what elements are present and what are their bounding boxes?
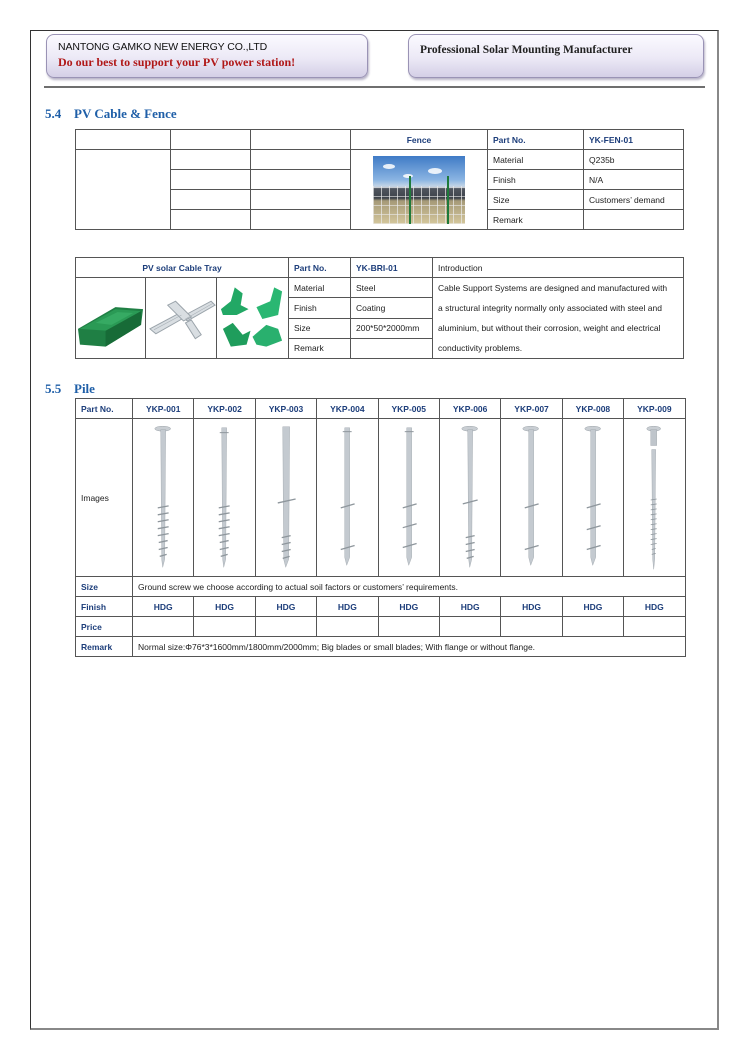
pile-part-no: YKP-009 [624,399,685,419]
pile-part-no: YKP-007 [501,399,562,419]
pile-finish: HDG [133,597,194,617]
tray-remark-value [351,338,433,358]
pile-part-no: YKP-005 [378,399,439,419]
pile-finish: HDG [501,597,562,617]
section-number: 5.4 [45,106,62,121]
header-tagline-box [408,34,704,78]
tray-intro-label: Introduction [433,258,684,278]
pile-finish-label: Finish [76,597,133,617]
empty-cell [76,150,171,230]
pile-price [255,617,316,637]
cable-tray-table [75,257,684,359]
section-heading-5-4 [45,106,177,122]
ground-screw-flange-three-blade-icon [563,420,623,574]
fence-remark-label: Remark [488,210,584,230]
pile-image-cell [562,419,623,577]
pile-remark-text: Normal size:Φ76*3*1600mm/1800mm/2000mm; Big blades or small blades; With flange or without flange. [133,637,686,657]
tray-image-cell-3 [217,278,289,359]
fence-part-value: YK-FEN-01 [584,130,684,150]
pile-price [439,617,500,637]
pile-finish: HDG [255,597,316,617]
empty-cell [171,170,251,190]
pile-finish: HDG [194,597,255,617]
pile-image-cell [317,419,378,577]
empty-cell [171,150,251,170]
pile-part-no: YKP-006 [439,399,500,419]
pile-images-label: Images [76,419,133,577]
cable-tray-channel-icon [76,279,145,355]
ground-screw-flange-two-blade-icon [501,420,561,574]
fence-table [75,129,684,230]
tray-size-value: 200*50*2000mm [351,318,433,338]
pile-part-label: Part No. [76,399,133,419]
ground-screw-flange-mixed-blade-icon [440,420,500,574]
fence-material-value: Q235b [584,150,684,170]
intro-line: conductivity problems. [438,343,523,353]
pile-part-no: YKP-001 [133,399,194,419]
pile-price [501,617,562,637]
section-title: Pile [74,381,95,396]
pile-image-cell [255,419,316,577]
header-company-box [46,34,368,78]
empty-cell [171,190,251,210]
tray-part-value: YK-BRI-01 [351,258,433,278]
pile-price [317,617,378,637]
pile-part-no: YKP-003 [255,399,316,419]
ground-screw-two-blade-icon [317,420,377,574]
tray-size-label: Size [289,318,351,338]
cable-tray-fittings-icon [217,279,288,355]
fence-image-cell [351,150,488,230]
pile-price [133,617,194,637]
ground-screw-flange-multi-blade-icon [133,420,193,574]
pile-price [378,617,439,637]
empty-cell [251,190,351,210]
pile-price [194,617,255,637]
pile-table [75,398,686,657]
empty-cell [171,210,251,230]
tray-finish-label: Finish [289,298,351,318]
pile-finish: HDG [378,597,439,617]
pile-image-cell [133,419,194,577]
pile-image-cell [378,419,439,577]
fence-finish-value: N/A [584,170,684,190]
tray-product-name: PV solar Cable Tray [76,258,289,278]
pile-image-cell [624,419,685,577]
fence-material-label: Material [488,150,584,170]
pile-part-no: YKP-004 [317,399,378,419]
empty-cell [76,130,171,150]
pile-price [562,617,623,637]
empty-cell [251,170,351,190]
intro-line: aluminium, but without their corrosion, weight and electrical [438,323,661,333]
pile-part-no: YKP-008 [562,399,623,419]
company-name: NANTONG GAMKO NEW ENERGY CO.,LTD [58,41,268,53]
tray-material-label: Material [289,278,351,298]
pile-finish: HDG [562,597,623,617]
pile-part-no: YKP-002 [194,399,255,419]
fence-size-value: Customers’ demand [584,190,684,210]
cable-tray-cross-icon [146,279,216,355]
ground-screw-threaded-detachable-icon [624,420,684,574]
pile-image-cell [439,419,500,577]
header-divider [44,86,705,88]
pile-size-label: Size [76,577,133,597]
pile-finish: HDG [439,597,500,617]
intro-line: Cable Support Systems are designed and manufactured with [438,283,668,293]
tray-part-label: Part No. [289,258,351,278]
tray-finish-value: Coating [351,298,433,318]
section-heading-5-5 [45,381,95,397]
ground-screw-three-blade-icon [379,420,439,574]
empty-cell [171,130,251,150]
company-slogan: Do our best to support your PV power station! [58,55,296,69]
fence-finish-label: Finish [488,170,584,190]
pile-price [624,617,685,637]
empty-cell [251,130,351,150]
fence-size-label: Size [488,190,584,210]
fence-photo-icon [373,156,465,224]
pile-image-cell [501,419,562,577]
tray-introduction [433,278,684,359]
pile-finish: HDG [317,597,378,617]
tray-material-value: Steel [351,278,433,298]
tray-image-cell-2 [146,278,217,359]
tray-image-cell-1 [76,278,146,359]
ground-screw-multi-blade-icon [194,420,254,574]
section-number: 5.5 [45,381,62,396]
header-tagline: Professional Solar Mounting Manufacturer [420,44,633,56]
empty-cell [251,210,351,230]
ground-screw-single-blade-icon [256,420,316,574]
fence-remark-value [584,210,684,230]
intro-line: a structural integrity normally only associated with steel and [438,303,662,313]
pile-image-cell [194,419,255,577]
pile-size-text: Ground screw we choose according to actual soil factors or customers’ requirements. [133,577,686,597]
empty-cell [251,150,351,170]
fence-product-name: Fence [351,130,488,150]
pile-price-label: Price [76,617,133,637]
pile-remark-label: Remark [76,637,133,657]
tray-remark-label: Remark [289,338,351,358]
pile-finish: HDG [624,597,685,617]
fence-part-label: Part No. [488,130,584,150]
section-title: PV Cable & Fence [74,106,177,121]
